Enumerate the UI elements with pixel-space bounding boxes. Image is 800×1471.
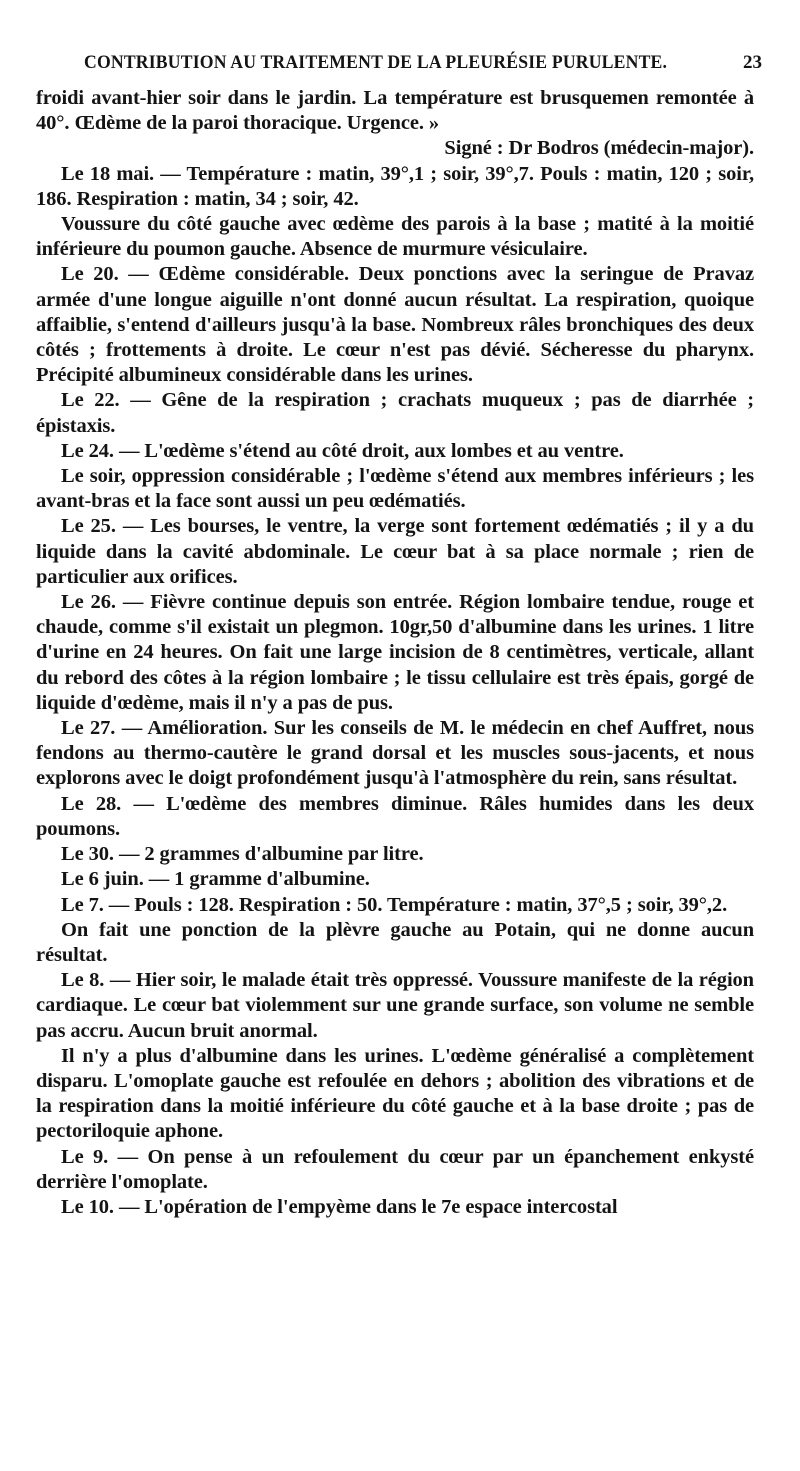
paragraph: Le 26. — Fièvre continue depuis son entrée. Région lombaire tendue, rouge et chaude, comme s'il existait un plegmon. 10gr,50 d'albumine dans les urines. 1 litre d'urine en 24 heures. On fait une large incision de 8 centimètres, verticale, allant du rebord des côtes à la région lombaire ; le tissu cellulaire est très épais, gorgé de liquide d'œdème, mais il n'y a pas de pus. bbox=[36, 591, 754, 714]
page-number: 23 bbox=[743, 52, 762, 73]
paragraph: Le 22. — Gêne de la respiration ; crachats muqueux ; pas de diarrhée ; épistaxis. bbox=[36, 389, 754, 437]
paragraph: Le 8. — Hier soir, le malade était très oppressé. Voussure manifeste de la région cardiaque. Le cœur bat violemment sur une grande surface, son volume ne semble pas accru. Aucun bruit anormal. bbox=[36, 969, 754, 1042]
paragraph: Le soir, oppression considérable ; l'œdème s'étend aux membres inférieurs ; les avant-bras et la face sont aussi un peu œdématiés. bbox=[36, 465, 754, 513]
paragraph: Voussure du côté gauche avec œdème des parois à la base ; matité à la moitié inférieure du poumon gauche. Absence de murmure vésiculaire. bbox=[36, 213, 754, 261]
paragraph: Le 27. — Amélioration. Sur les conseils de M. le médecin en chef Auffret, nous fendons au thermo-cautère le grand dorsal et les muscles sous-jacents, et nous explorons avec le doigt profondément jusqu'à l'atmosphère du rein, sans résultat. bbox=[36, 717, 754, 790]
paragraph: Le 9. — On pense à un refoulement du cœur par un épanchement enkysté derrière l'omoplate. bbox=[36, 1145, 754, 1193]
paragraph: Le 28. — L'œdème des membres diminue. Râles humides dans les deux poumons. bbox=[36, 792, 754, 840]
paragraph: Le 10. — L'opération de l'empyème dans le 7e espace intercostal bbox=[61, 1195, 618, 1218]
paragraph: On fait une ponction de la plèvre gauche au Potain, qui ne donne aucun résultat. bbox=[36, 918, 754, 966]
paragraph: Le 25. — Les bourses, le ventre, la verge sont fortement œdématiés ; il y a du liquide dans la cavité abdominale. Le cœur bat à sa place normale ; rien de particulier aux orifices. bbox=[36, 515, 754, 588]
signature-line: Signé : Dr Bodros (médecin-major). bbox=[444, 137, 754, 160]
paragraph: Il n'y a plus d'albumine dans les urines. L'œdème généralisé a complètement disparu. L'omoplate gauche est refoulée en dehors ; abolition des vibrations et de la respiration dans la moitié inférieure du côté gauche et à la base droite ; pas de pectoriloquie aphone. bbox=[36, 1044, 754, 1143]
page-body bbox=[36, 86, 754, 1220]
running-header bbox=[78, 52, 762, 76]
paragraph: Le 24. — L'œdème s'étend au côté droit, aux lombes et au ventre. bbox=[61, 439, 624, 462]
paragraph: Le 6 juin. — 1 gramme d'albumine. bbox=[61, 868, 370, 891]
paragraph: Le 7. — Pouls : 128. Respiration : 50. Température : matin, 37°,5 ; soir, 39°,2. bbox=[61, 893, 728, 916]
paragraph: froidi avant-hier soir dans le jardin. La température est brusquemen remontée à 40°. Œdème de la paroi thoracique. Urgence. » bbox=[36, 87, 754, 135]
paragraph: Le 18 mai. — Température : matin, 39°,1 ; soir, 39°,7. Pouls : matin, 120 ; soir, 186. Respiration : matin, 34 ; soir, 42. bbox=[36, 162, 754, 210]
paragraph: Le 20. — Œdème considérable. Deux ponctions avec la seringue de Pravaz armée d'une longue aiguille n'ont donné aucun résultat. La respiration, quoique affaiblie, s'entend d'ailleurs jusqu'à la base. Nombreux râles bronchiques des deux côtés ; frottements à droite. Le cœur n'est pas dévié. Sécheresse du pharynx. Précipité albumineux considérable dans les urines. bbox=[36, 263, 754, 387]
running-title: CONTRIBUTION AU TRAITEMENT DE LA PLEURÉSIE PURULENTE. bbox=[84, 52, 668, 73]
paragraph: Le 30. — 2 grammes d'albumine par litre. bbox=[61, 843, 424, 866]
